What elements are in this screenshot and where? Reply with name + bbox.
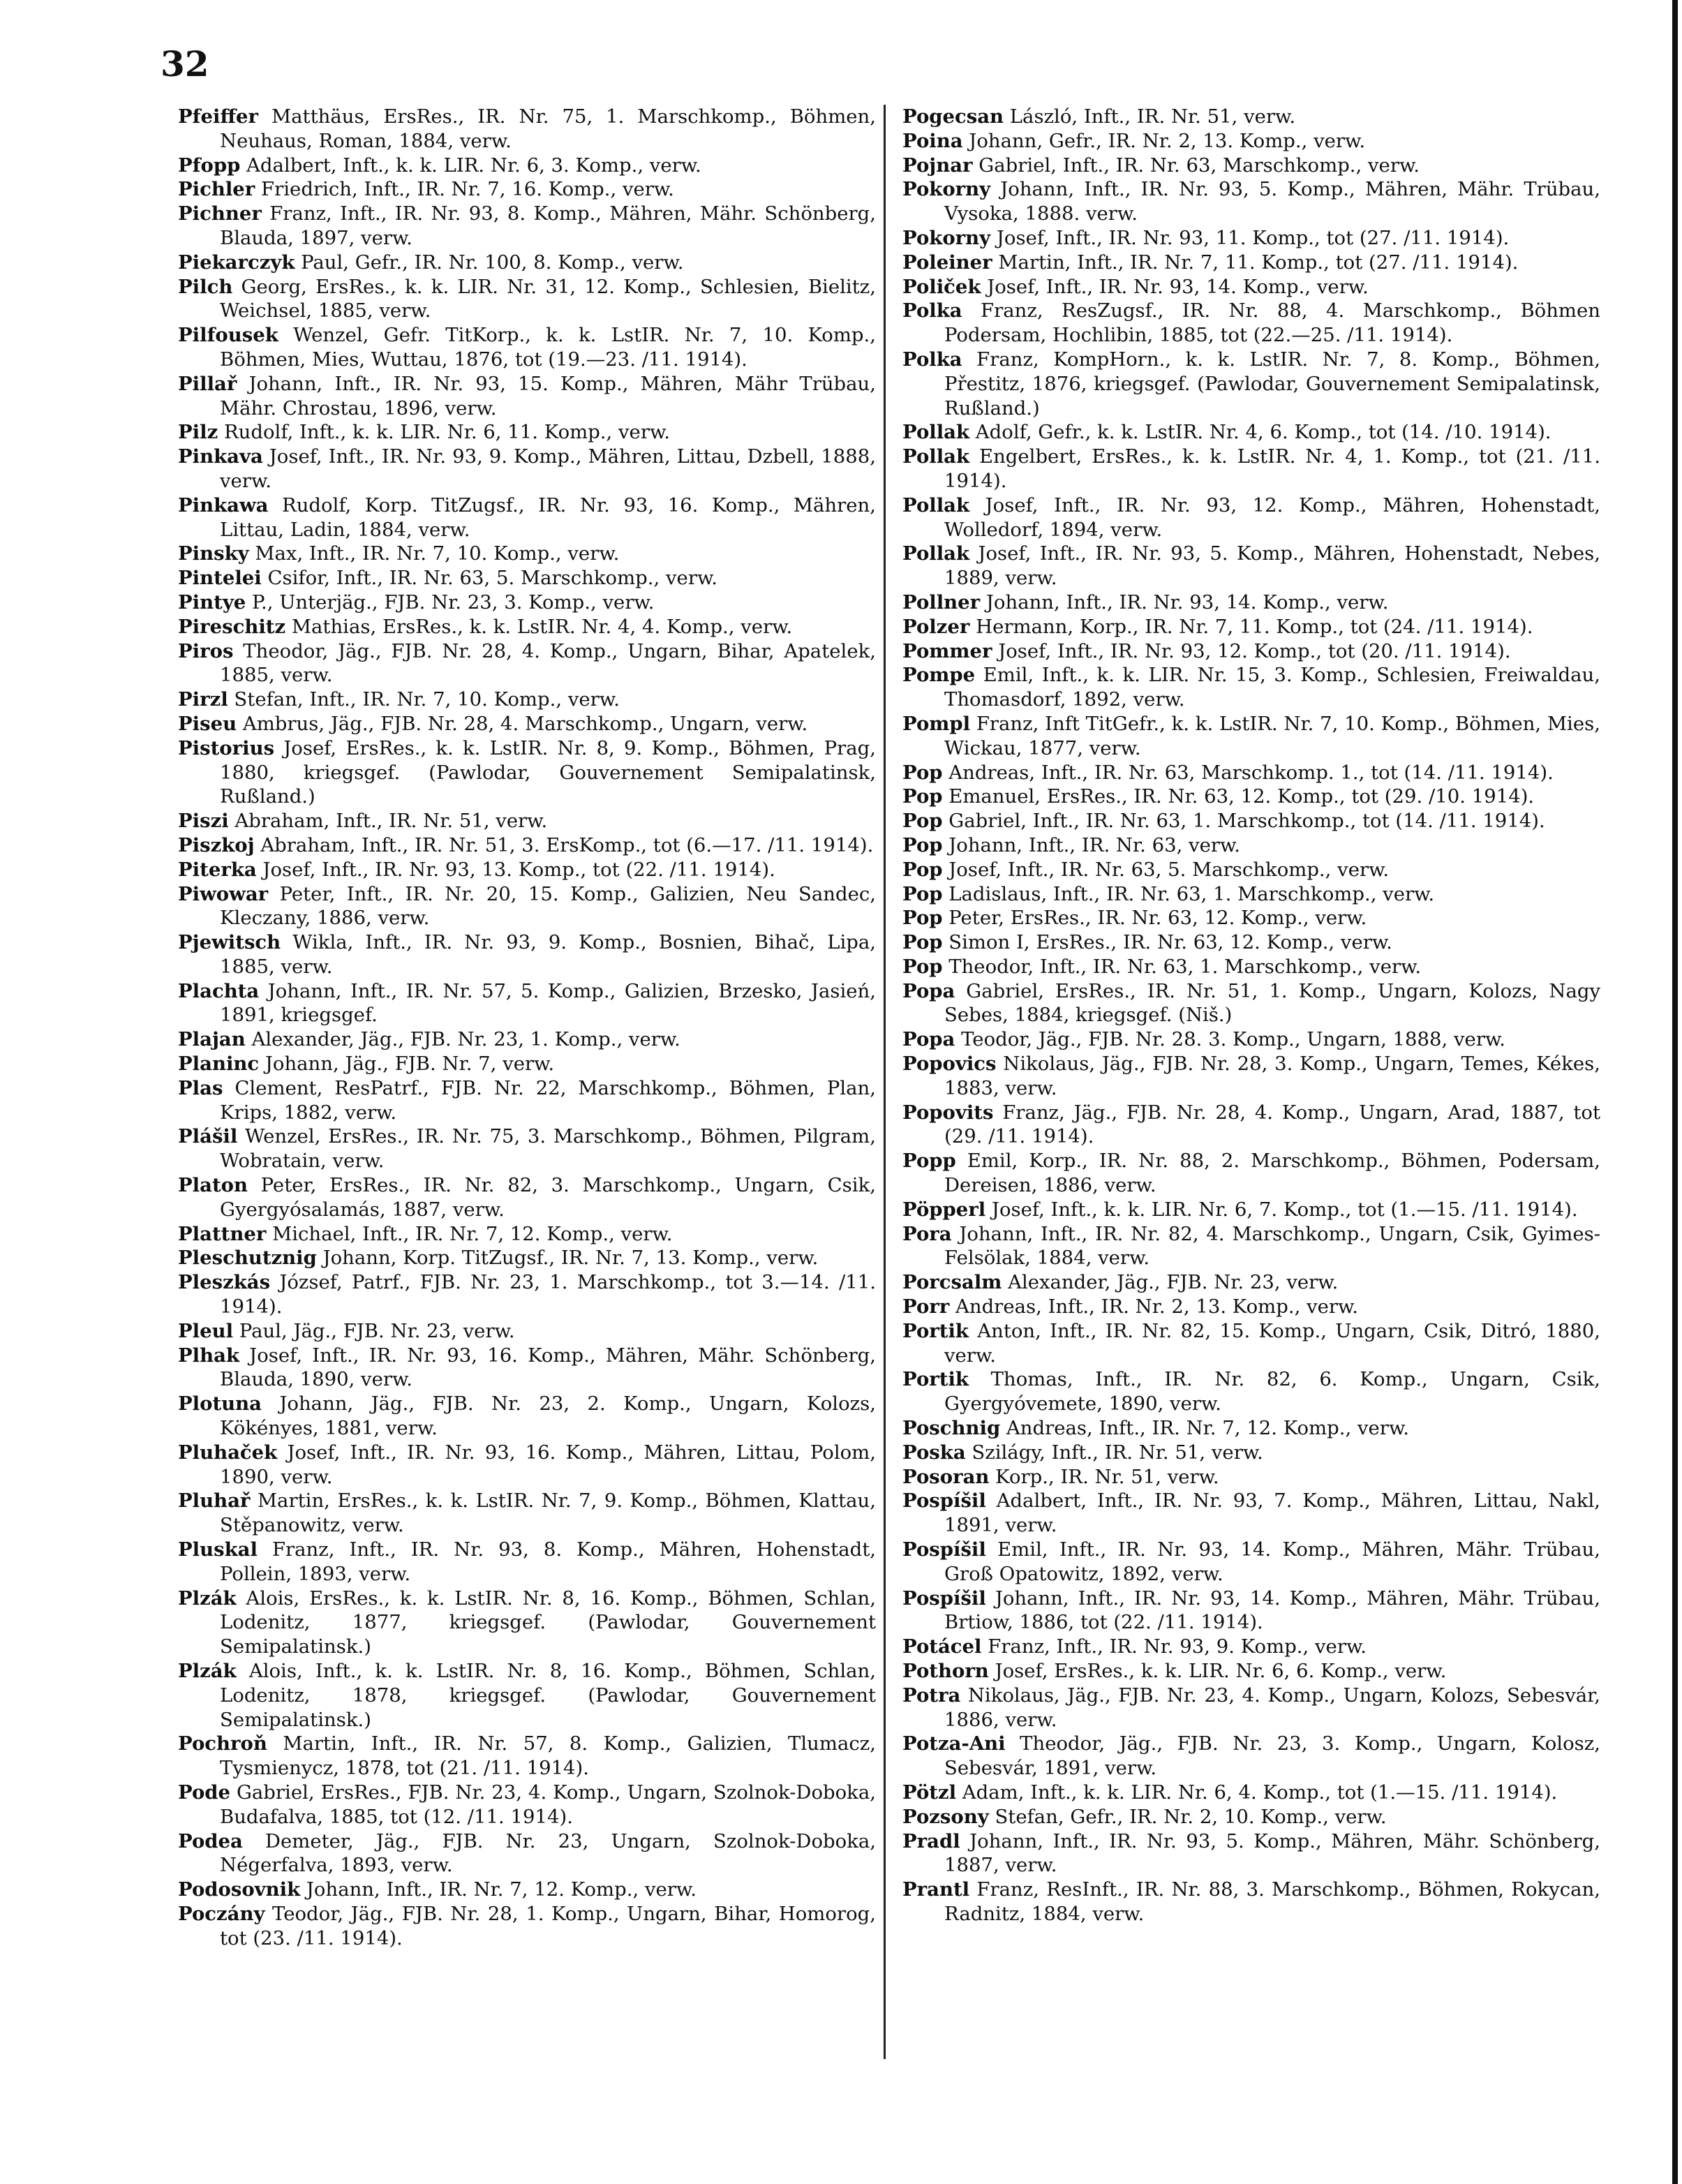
- entry-surname: Piros: [178, 639, 234, 662]
- entry-details: Josef, Inft., IR. Nr. 93, 13. Komp., tot (22. /11. 1914).: [256, 858, 775, 881]
- register-entry: [902, 761, 1600, 785]
- entry-surname: Plas: [178, 1076, 223, 1099]
- register-entry: [902, 1101, 1600, 1150]
- register-entry: [178, 251, 876, 275]
- register-entry: [902, 1635, 1600, 1659]
- register-entry: [178, 858, 876, 882]
- entry-details: Alois, ErsRes., k. k. LstIR. Nr. 8, 16. Komp., Böhmen, Schlan, Lodenitz, 1877, kriegsgef. (Pawlodar, Gouvernement Semipalatinsk.): [220, 1587, 876, 1658]
- entry-details: Rudolf, Korp. TitZugsf., IR. Nr. 93, 16. Komp., Mähren, Littau, Ladin, 1884, verw.: [220, 493, 876, 541]
- register-entry: [178, 1441, 876, 1490]
- entry-surname: Pötzl: [902, 1781, 957, 1804]
- entry-surname: Pöpperl: [902, 1198, 986, 1221]
- register-entry: [902, 1781, 1600, 1805]
- entry-surname: Pleszkás: [178, 1271, 271, 1294]
- entry-details: Teodor, Jäg., FJB. Nr. 28, 1. Komp., Ungarn, Bihar, Homorog, tot (23. /11. 1914).: [220, 1902, 876, 1949]
- entry-details: Franz, Inft., IR. Nr. 93, 9. Komp., verw.: [981, 1635, 1367, 1658]
- entry-surname: Plotuna: [178, 1392, 262, 1416]
- register-entry: [178, 1878, 876, 1902]
- entry-details: Wenzel, Gefr. TitKorp., k. k. LstIR. Nr. 7, 10. Komp., Böhmen, Mies, Wuttau, 1876, tot (19.—23. /11. 1914).: [220, 324, 876, 371]
- register-entry: [178, 202, 876, 251]
- register-entry: [902, 712, 1600, 761]
- entry-surname: Planinc: [178, 1053, 260, 1076]
- entry-details: Franz, Inft TitGefr., k. k. LstIR. Nr. 7, 10. Komp., Böhmen, Mies, Wickau, 1877, verw.: [944, 712, 1600, 759]
- entry-surname: Plzák: [178, 1660, 237, 1682]
- entry-surname: Pintye: [178, 590, 246, 614]
- entry-details: Franz, ResInft., IR. Nr. 88, 3. Marschkomp., Böhmen, Rokycan, Radnitz, 1884, verw.: [944, 1878, 1600, 1925]
- register-entry: [178, 105, 876, 154]
- register-entry: [902, 1489, 1600, 1538]
- entry-surname: Podosovnik: [178, 1878, 301, 1901]
- register-entry: [902, 930, 1600, 955]
- register-entry: [178, 1732, 876, 1781]
- register-entry: [902, 663, 1600, 712]
- register-entry: [902, 639, 1600, 664]
- register-entry: [902, 809, 1600, 833]
- register-entry: [902, 105, 1600, 129]
- entry-details: Peter, Inft., IR. Nr. 20, 15. Komp., Galizien, Neu Sandec, Kleczany, 1886, verw.: [220, 882, 876, 930]
- entry-details: Friedrich, Inft., IR. Nr. 7, 16. Komp., verw.: [255, 178, 674, 201]
- entry-details: Johann, Inft., IR. Nr. 93, 15. Komp., Mähren, Mähr Trübau, Mähr. Chrostau, 1896, verw.: [220, 372, 876, 419]
- entry-details: Andreas, Inft., IR. Nr. 7, 12. Komp., verw.: [1000, 1417, 1409, 1440]
- entry-surname: Potra: [902, 1684, 961, 1707]
- entry-details: Alexander, Jäg., FJB. Nr. 23, verw.: [1002, 1271, 1339, 1294]
- register-entry: [178, 979, 876, 1028]
- entry-details: Adalbert, Inft., IR. Nr. 93, 7. Komp., Mähren, Littau, Nakl, 1891, verw.: [944, 1490, 1600, 1537]
- page-number: 32: [161, 43, 209, 84]
- register-entry: [178, 590, 876, 615]
- register-entry: [902, 542, 1600, 590]
- register-entry: [178, 445, 876, 493]
- entry-surname: Poliček: [902, 275, 981, 298]
- entry-surname: Pjewitsch: [178, 931, 281, 954]
- entry-surname: Pfopp: [178, 154, 241, 177]
- entry-surname: Piszkoj: [178, 833, 255, 856]
- entry-surname: Pleul: [178, 1319, 234, 1342]
- register-entry: [902, 1198, 1600, 1222]
- register-entry: [902, 1805, 1600, 1829]
- entry-details: Johann, Inft., IR. Nr. 93, 14. Komp., Mähren, Mähr. Trübau, Brtiow, 1886, tot (22. /11. 1914).: [944, 1587, 1600, 1634]
- entry-details: József, Patrf., FJB. Nr. 23, 1. Marschkomp., tot 3.—14. /11. 1914).: [220, 1271, 876, 1318]
- register-entry: [178, 712, 876, 736]
- register-entry: [178, 809, 876, 833]
- register-entry: [902, 833, 1600, 858]
- entry-surname: Pradl: [902, 1829, 960, 1852]
- register-entry: [178, 1173, 876, 1222]
- register-entry: [178, 1052, 876, 1076]
- register-entry: [178, 323, 876, 372]
- entry-details: Stefan, Inft., IR. Nr. 7, 10. Komp., verw.: [228, 688, 620, 711]
- register-entry: [178, 1489, 876, 1538]
- register-entry: [178, 930, 876, 979]
- entry-surname: Pop: [902, 955, 943, 978]
- entry-details: Josef, ErsRes., k. k. LstIR. Nr. 8, 9. Komp., Böhmen, Prag, 1880, kriegsgef. (Pawlodar, Gouvernement Semipalatinsk, Rußland.): [220, 736, 876, 808]
- register-entry: [178, 154, 876, 178]
- entry-details: Martin, Inft., IR. Nr. 57, 8. Komp., Galizien, Tlumacz, Tysmienycz, 1878, tot (21. /11. 1914).: [220, 1732, 876, 1780]
- register-entry: [902, 955, 1600, 979]
- entry-details: Demeter, Jäg., FJB. Nr. 23, Ungarn, Szolnok-Doboka, Négerfalva, 1893, verw.: [220, 1829, 876, 1877]
- entry-details: Josef, Inft., IR. Nr. 63, 5. Marschkomp., verw.: [942, 858, 1390, 881]
- entry-details: Szilágy, Inft., IR. Nr. 51, verw.: [965, 1441, 1263, 1464]
- register-entry: [902, 1222, 1600, 1271]
- entry-surname: Plattner: [178, 1222, 267, 1245]
- register-entry: [902, 1684, 1600, 1732]
- entry-surname: Pollak: [902, 421, 970, 444]
- entry-details: Josef, Inft., IR. Nr. 93, 5. Komp., Mähren, Hohenstadt, Nebes, 1889, verw.: [944, 542, 1600, 590]
- register-entry: [902, 1538, 1600, 1587]
- entry-surname: Pop: [902, 907, 943, 930]
- entry-details: Theodor, Jäg., FJB. Nr. 23, 3. Komp., Ungarn, Kolosz, Sebesvár, 1891, verw.: [944, 1732, 1600, 1780]
- register-entry: [902, 1027, 1600, 1052]
- register-entry: [178, 1587, 876, 1659]
- entry-details: Josef, Inft., IR. Nr. 93, 11. Komp., tot (27. /11. 1914).: [990, 226, 1510, 249]
- entry-surname: Pilfousek: [178, 324, 278, 347]
- entry-surname: Podea: [178, 1829, 243, 1852]
- entry-surname: Pop: [902, 882, 943, 905]
- register-entry: [178, 493, 876, 542]
- entry-details: Franz, Inft., IR. Nr. 93, 8. Komp., Mähren, Hohenstadt, Pollein, 1893, verw.: [220, 1538, 876, 1585]
- entry-surname: Pospíšil: [902, 1538, 986, 1561]
- entry-details: Emanuel, ErsRes., IR. Nr. 63, 12. Komp., tot (29. /10. 1914).: [942, 785, 1535, 808]
- entry-details: Josef, Inft., IR. Nr. 93, 14. Komp., verw.: [981, 275, 1369, 298]
- register-entry: [902, 1829, 1600, 1878]
- entry-details: Gabriel, ErsRes., IR. Nr. 51, 1. Komp., Ungarn, Kolozs, Nagy Sebes, 1884, kriegsgef. (Niš.): [944, 979, 1600, 1027]
- entry-surname: Pochroň: [178, 1732, 267, 1755]
- register-entry: [902, 348, 1600, 420]
- entry-surname: Polka: [902, 348, 962, 371]
- entry-surname: Piszi: [178, 810, 229, 833]
- entry-details: Franz, Inft., IR. Nr. 93, 8. Komp., Mähren, Mähr. Schönberg, Blauda, 1897, verw.: [220, 202, 876, 249]
- entry-details: Michael, Inft., IR. Nr. 7, 12. Komp., verw.: [266, 1222, 673, 1245]
- entry-surname: Pop: [902, 833, 943, 856]
- register-entry: [902, 275, 1600, 299]
- register-entry: [902, 858, 1600, 882]
- register-entry: [902, 154, 1600, 178]
- entry-details: Paul, Gefr., IR. Nr. 100, 8. Komp., verw.: [295, 251, 684, 274]
- register-entry: [178, 1538, 876, 1587]
- register-entry: [902, 251, 1600, 275]
- entry-surname: Popp: [902, 1150, 956, 1173]
- register-entry: [902, 1052, 1600, 1101]
- entry-details: Johann, Inft., IR. Nr. 57, 5. Komp., Galizien, Brzesko, Jasień, 1891, kriegsgef.: [220, 979, 876, 1027]
- entry-surname: Pollak: [902, 445, 970, 468]
- entry-surname: Pluhaček: [178, 1441, 278, 1464]
- entry-surname: Pilch: [178, 275, 233, 298]
- entry-details: Adam, Inft., k. k. LIR. Nr. 6, 4. Komp., tot (1.—15. /11. 1914).: [956, 1781, 1558, 1804]
- entry-details: Max, Inft., IR. Nr. 7, 10. Komp., verw.: [248, 542, 620, 565]
- entry-details: Ladislaus, Inft., IR. Nr. 63, 1. Marschkomp., verw.: [942, 882, 1435, 905]
- register-entry: [902, 882, 1600, 907]
- entry-details: Josef, Inft., IR. Nr. 93, 16. Komp., Mähren, Littau, Polom, 1890, verw.: [220, 1441, 876, 1488]
- column-divider: [884, 105, 886, 2059]
- entry-details: Josef, Inft., IR. Nr. 93, 16. Komp., Mähren, Mähr. Schönberg, Blauda, 1890, verw.: [220, 1344, 876, 1391]
- register-entry: [902, 1319, 1600, 1368]
- register-entry: [178, 882, 876, 931]
- entry-surname: Pollak: [902, 542, 970, 565]
- entry-details: Peter, ErsRes., IR. Nr. 82, 3. Marschkomp., Ungarn, Csik, Gyergyósalamás, 1887, verw.: [220, 1174, 876, 1221]
- entry-details: Abraham, Inft., IR. Nr. 51, verw.: [228, 810, 548, 833]
- entry-details: Paul, Jäg., FJB. Nr. 23, verw.: [233, 1319, 515, 1342]
- register-entry: [902, 979, 1600, 1028]
- entry-details: Johann, Inft., IR. Nr. 7, 12. Komp., verw.: [300, 1878, 697, 1901]
- entry-details: Ambrus, Jäg., FJB. Nr. 28, 4. Marschkomp., Ungarn, verw.: [237, 712, 808, 735]
- entry-surname: Pora: [902, 1222, 952, 1245]
- entry-details: Theodor, Jäg., FJB. Nr. 28, 4. Komp., Ungarn, Bihar, Apatelek, 1885, verw.: [220, 639, 876, 687]
- entry-surname: Potácel: [902, 1635, 982, 1658]
- entry-surname: Poczány: [178, 1902, 265, 1925]
- entry-details: Josef, Inft., IR. Nr. 93, 12. Komp., tot (20. /11. 1914).: [992, 639, 1511, 662]
- entry-surname: Portik: [902, 1368, 969, 1391]
- entry-details: Gabriel, Inft., IR. Nr. 63, Marschkomp., verw.: [972, 154, 1420, 177]
- entry-surname: Pogecsan: [902, 105, 1004, 128]
- entry-surname: Pfeiffer: [178, 105, 259, 128]
- entry-surname: Pokorny: [902, 178, 991, 201]
- register-entry: [178, 1222, 876, 1247]
- entry-details: Johann, Jäg., FJB. Nr. 7, verw.: [259, 1053, 555, 1076]
- register-entry: [902, 615, 1600, 639]
- register-entry: [902, 177, 1600, 226]
- register-entry: [178, 1781, 876, 1829]
- register-entry: [178, 1392, 876, 1441]
- entry-surname: Pluhař: [178, 1490, 251, 1513]
- register-entry: [902, 493, 1600, 542]
- entry-details: Thomas, Inft., IR. Nr. 82, 6. Komp., Ungarn, Csik, Gyergyóvemete, 1890, verw.: [944, 1368, 1600, 1416]
- entry-details: Simon I, ErsRes., IR. Nr. 63, 12. Komp., verw.: [942, 931, 1392, 954]
- entry-surname: Poleiner: [902, 251, 992, 274]
- entry-surname: Platon: [178, 1174, 248, 1197]
- entry-surname: Piterka: [178, 858, 257, 881]
- entry-surname: Poschnig: [902, 1417, 1001, 1440]
- register-entry: [902, 1659, 1600, 1684]
- register-entry: [902, 129, 1600, 154]
- register-entry: [178, 1124, 876, 1173]
- entry-surname: Porcsalm: [902, 1271, 1002, 1294]
- register-entry: [178, 833, 876, 858]
- register-entry: [902, 1295, 1600, 1319]
- register-entry: [902, 1587, 1600, 1635]
- register-entry: [178, 566, 876, 590]
- entry-details: Alexander, Jäg., FJB. Nr. 23, 1. Komp., verw.: [245, 1028, 680, 1051]
- entry-surname: Plajan: [178, 1028, 246, 1051]
- entry-details: Johann, Gefr., IR. Nr. 2, 13. Komp., verw.: [962, 129, 1366, 152]
- register-entry: [902, 226, 1600, 251]
- entry-surname: Polzer: [902, 615, 970, 638]
- register-entry: [178, 420, 876, 445]
- entry-details: Theodor, Inft., IR. Nr. 63, 1. Marschkomp., verw.: [942, 955, 1422, 978]
- right-column: [902, 105, 1600, 1926]
- entry-surname: Potza-Ani: [902, 1732, 1006, 1755]
- entry-details: Emil, Inft., k. k. LIR. Nr. 15, 3. Komp., Schlesien, Freiwaldau, Thomasdorf, 1892, verw.: [944, 664, 1600, 711]
- entry-details: Josef, ErsRes., k. k. LIR. Nr. 6, 6. Komp., verw.: [988, 1660, 1447, 1682]
- entry-details: Johann, Jäg., FJB. Nr. 23, 2. Komp., Ungarn, Kolozs, Kökényes, 1881, verw.: [220, 1392, 876, 1440]
- register-entry: [178, 736, 876, 809]
- entry-surname: Plášil: [178, 1125, 238, 1148]
- entry-details: Nikolaus, Jäg., FJB. Nr. 28, 3. Komp., Ungarn, Temes, Kékes, 1883, verw.: [944, 1053, 1600, 1099]
- entry-surname: Pollner: [902, 590, 981, 614]
- register-entry: [178, 1659, 876, 1732]
- register-entry: [178, 1829, 876, 1878]
- register-entry: [178, 1246, 876, 1270]
- entry-surname: Pokorny: [902, 226, 991, 249]
- entry-details: Peter, ErsRes., IR. Nr. 63, 12. Komp., verw.: [942, 907, 1367, 930]
- entry-surname: Pop: [902, 858, 943, 881]
- entry-details: Johann, Inft., IR. Nr. 63, verw.: [942, 833, 1241, 856]
- entry-details: Josef, Inft., k. k. LIR. Nr. 6, 7. Komp., tot (1.—15. /11. 1914).: [985, 1198, 1578, 1221]
- register-entry: [902, 1732, 1600, 1781]
- entry-details: Gabriel, ErsRes., FJB. Nr. 23, 4. Komp., Ungarn, Szolnok-Doboka, Budafalva, 1885, tot (12. /11. 1914).: [220, 1781, 876, 1828]
- entry-surname: Pireschitz: [178, 615, 286, 638]
- entry-details: P., Unterjäg., FJB. Nr. 23, 3. Komp., verw.: [246, 590, 655, 614]
- entry-details: Martin, Inft., IR. Nr. 7, 11. Komp., tot (27. /11. 1914).: [992, 251, 1519, 274]
- register-entry: [902, 1465, 1600, 1490]
- register-entry: [178, 372, 876, 421]
- entry-details: Nikolaus, Jäg., FJB. Nr. 23, 4. Komp., Ungarn, Kolozs, Sebesvár, 1886, verw.: [944, 1684, 1600, 1731]
- entry-details: Clement, ResPatrf., FJB. Nr. 22, Marschkomp., Böhmen, Plan, Krips, 1882, verw.: [220, 1076, 876, 1124]
- entry-details: Teodor, Jäg., FJB. Nr. 28. 3. Komp., Ungarn, 1888, verw.: [955, 1028, 1505, 1051]
- entry-details: Csifor, Inft., IR. Nr. 63, 5. Marschkomp., verw.: [261, 567, 717, 590]
- entry-details: Franz, ResZugsf., IR. Nr. 88, 4. Marschkomp., Böhmen Podersam, Hochlibin, 1885, tot (22.—25. /11. 1914).: [944, 299, 1600, 347]
- entry-surname: Pop: [902, 810, 943, 833]
- entry-surname: Pop: [902, 931, 943, 954]
- entry-surname: Pothorn: [902, 1660, 989, 1682]
- entry-surname: Popovits: [902, 1101, 994, 1124]
- register-entry: [902, 590, 1600, 615]
- entry-surname: Pilz: [178, 421, 218, 444]
- register-entry: [178, 542, 876, 566]
- entry-surname: Piwowar: [178, 882, 269, 905]
- register-entry: [178, 275, 876, 324]
- entry-surname: Pichler: [178, 178, 255, 201]
- entry-surname: Pompe: [902, 664, 976, 687]
- entry-details: Alois, Inft., k. k. LstIR. Nr. 8, 16. Komp., Böhmen, Schlan, Lodenitz, 1878, kriegsgef. (Pawlodar, Gouvernement Semipalatinsk.): [220, 1660, 876, 1731]
- entry-surname: Pichner: [178, 202, 262, 225]
- entry-details: Stefan, Gefr., IR. Nr. 2, 10. Komp., verw.: [988, 1805, 1387, 1828]
- register-entry: [902, 1270, 1600, 1295]
- entry-surname: Popa: [902, 1028, 955, 1051]
- entry-details: Andreas, Inft., IR. Nr. 2, 13. Komp., verw.: [949, 1295, 1359, 1318]
- register-entry: [902, 1878, 1600, 1926]
- entry-surname: Pollak: [902, 493, 970, 517]
- entry-surname: Pleschutznig: [178, 1247, 317, 1270]
- entry-surname: Pinkawa: [178, 493, 269, 517]
- entry-surname: Plzák: [178, 1587, 237, 1610]
- entry-surname: Pinkava: [178, 445, 263, 468]
- entry-details: Franz, Jäg., FJB. Nr. 28, 4. Komp., Ungarn, Arad, 1887, tot (29. /11. 1914).: [944, 1101, 1600, 1148]
- entry-details: Josef, Inft., IR. Nr. 93, 9. Komp., Mähren, Littau, Dzbell, 1888, verw.: [220, 445, 876, 492]
- register-entry: [902, 1149, 1600, 1198]
- register-entry: [902, 445, 1600, 493]
- entry-surname: Prantl: [902, 1878, 970, 1901]
- entry-details: Martin, ErsRes., k. k. LstIR. Nr. 7, 9. Komp., Böhmen, Klattau, Stěpanowitz, verw.: [220, 1490, 876, 1537]
- entry-details: Josef, Inft., IR. Nr. 93, 12. Komp., Mähren, Hohenstadt, Wolledorf, 1894, verw.: [944, 493, 1600, 541]
- entry-surname: Poina: [902, 129, 963, 152]
- entry-surname: Pop: [902, 785, 943, 808]
- entry-details: Johann, Inft., IR. Nr. 93, 5. Komp., Mähren, Mähr. Schönberg, 1887, verw.: [944, 1829, 1600, 1877]
- register-entry: [178, 1076, 876, 1125]
- entry-surname: Pospíšil: [902, 1587, 986, 1610]
- entry-surname: Pillař: [178, 372, 237, 395]
- register-entry: [902, 785, 1600, 809]
- entry-surname: Porr: [902, 1295, 950, 1318]
- entry-surname: Pospíšil: [902, 1490, 986, 1513]
- entry-surname: Portik: [902, 1319, 969, 1342]
- entry-details: Wikla, Inft., IR. Nr. 93, 9. Komp., Bosnien, Bihač, Lipa, 1885, verw.: [220, 931, 876, 978]
- register-entry: [178, 639, 876, 688]
- entry-details: Engelbert, ErsRes., k. k. LstIR. Nr. 4, 1. Komp., tot (21. /11. 1914).: [944, 445, 1600, 492]
- entry-details: László, Inft., IR. Nr. 51, verw.: [1004, 105, 1296, 128]
- entry-details: Franz, KompHorn., k. k. LstIR. Nr. 7, 8. Komp., Böhmen, Přestitz, 1876, kriegsgef. (Pawlodar, Gouvernement Semipalatinsk, Rußland.): [944, 348, 1600, 419]
- register-entry: [178, 1344, 876, 1392]
- entry-details: Hermann, Korp., IR. Nr. 7, 11. Komp., tot (24. /11. 1914).: [969, 615, 1533, 638]
- register-entry: [902, 1416, 1600, 1441]
- entry-details: Wenzel, ErsRes., IR. Nr. 75, 3. Marschkomp., Böhmen, Pilgram, Wobratain, verw.: [220, 1125, 876, 1173]
- register-entry: [902, 1441, 1600, 1465]
- register-entry: [178, 1270, 876, 1319]
- entry-surname: Pozsony: [902, 1805, 989, 1828]
- entry-surname: Pirzl: [178, 688, 228, 711]
- register-entry: [902, 1367, 1600, 1416]
- register-entry: [178, 1027, 876, 1052]
- entry-surname: Popa: [902, 979, 955, 1002]
- entry-surname: Piseu: [178, 712, 237, 735]
- entry-details: Rudolf, Inft., k. k. LIR. Nr. 6, 11. Komp., verw.: [218, 421, 670, 444]
- entry-surname: Poska: [902, 1441, 966, 1464]
- entry-surname: Pommer: [902, 639, 992, 662]
- register-entry: [178, 688, 876, 712]
- entry-details: Johann, Inft., IR. Nr. 93, 5. Komp., Mähren, Mähr. Trübau, Vysoka, 1888. verw.: [944, 178, 1600, 225]
- entry-surname: Pompl: [902, 712, 971, 735]
- register-entry: [178, 615, 876, 639]
- register-entry: [902, 906, 1600, 930]
- register-entry: [178, 177, 876, 202]
- entry-surname: Pistorius: [178, 736, 275, 759]
- entry-details: Korp., IR. Nr. 51, verw.: [989, 1465, 1219, 1488]
- entry-details: Adolf, Gefr., k. k. LstIR. Nr. 4, 6. Komp., tot (14. /10. 1914).: [969, 421, 1551, 444]
- entry-details: Matthäus, ErsRes., IR. Nr. 75, 1. Marschkomp., Böhmen, Neuhaus, Roman, 1884, verw.: [220, 105, 876, 152]
- entry-surname: Piekarczyk: [178, 251, 295, 274]
- entry-surname: Pinsky: [178, 542, 249, 565]
- entry-details: Emil, Inft., IR. Nr. 93, 14. Komp., Mähren, Mähr. Trübau, Groß Opatowitz, 1892, verw.: [944, 1538, 1600, 1585]
- entry-surname: Plachta: [178, 979, 260, 1002]
- entry-details: Mathias, ErsRes., k. k. LstIR. Nr. 4, 4. Komp., verw.: [285, 615, 793, 638]
- entry-details: Johann, Korp. TitZugsf., IR. Nr. 7, 13. Komp., verw.: [316, 1247, 819, 1270]
- register-entry: [902, 299, 1600, 348]
- entry-surname: Pluskal: [178, 1538, 258, 1561]
- entry-details: Adalbert, Inft., k. k. LIR. Nr. 6, 3. Komp., verw.: [240, 154, 701, 177]
- entry-surname: Polka: [902, 299, 962, 322]
- page-edge: [1672, 0, 1678, 2184]
- entry-surname: Posoran: [902, 1465, 990, 1488]
- entry-details: Georg, ErsRes., k. k. LIR. Nr. 31, 12. Komp., Schlesien, Bielitz, Weichsel, 1885, verw.: [220, 275, 876, 322]
- register-entry: [178, 1902, 876, 1951]
- entry-details: Johann, Inft., IR. Nr. 93, 14. Komp., verw.: [980, 590, 1389, 614]
- entry-details: Emil, Korp., IR. Nr. 88, 2. Marschkomp., Böhmen, Podersam, Dereisen, 1886, verw.: [944, 1150, 1600, 1197]
- entry-surname: Plhak: [178, 1344, 239, 1367]
- entry-surname: Pintelei: [178, 567, 262, 590]
- entry-details: Abraham, Inft., IR. Nr. 51, 3. ErsKomp., tot (6.—17. /11. 1914).: [254, 833, 874, 856]
- left-column: [178, 105, 876, 1951]
- entry-surname: Pojnar: [902, 154, 973, 177]
- entry-details: Anton, Inft., IR. Nr. 82, 15. Komp., Ungarn, Csik, Ditró, 1880, verw.: [944, 1319, 1600, 1367]
- register-entry: [178, 1319, 876, 1344]
- entry-details: Johann, Inft., IR. Nr. 82, 4. Marschkomp., Ungarn, Csik, Gyimes-Felsölak, 1884, verw.: [944, 1222, 1600, 1270]
- entry-details: Andreas, Inft., IR. Nr. 63, Marschkomp. 1., tot (14. /11. 1914).: [942, 761, 1554, 784]
- entry-details: Gabriel, Inft., IR. Nr. 63, 1. Marschkomp., tot (14. /11. 1914).: [942, 810, 1545, 833]
- entry-surname: Pode: [178, 1781, 231, 1804]
- entry-surname: Popovics: [902, 1053, 997, 1076]
- register-entry: [902, 420, 1600, 445]
- entry-surname: Pop: [902, 761, 943, 784]
